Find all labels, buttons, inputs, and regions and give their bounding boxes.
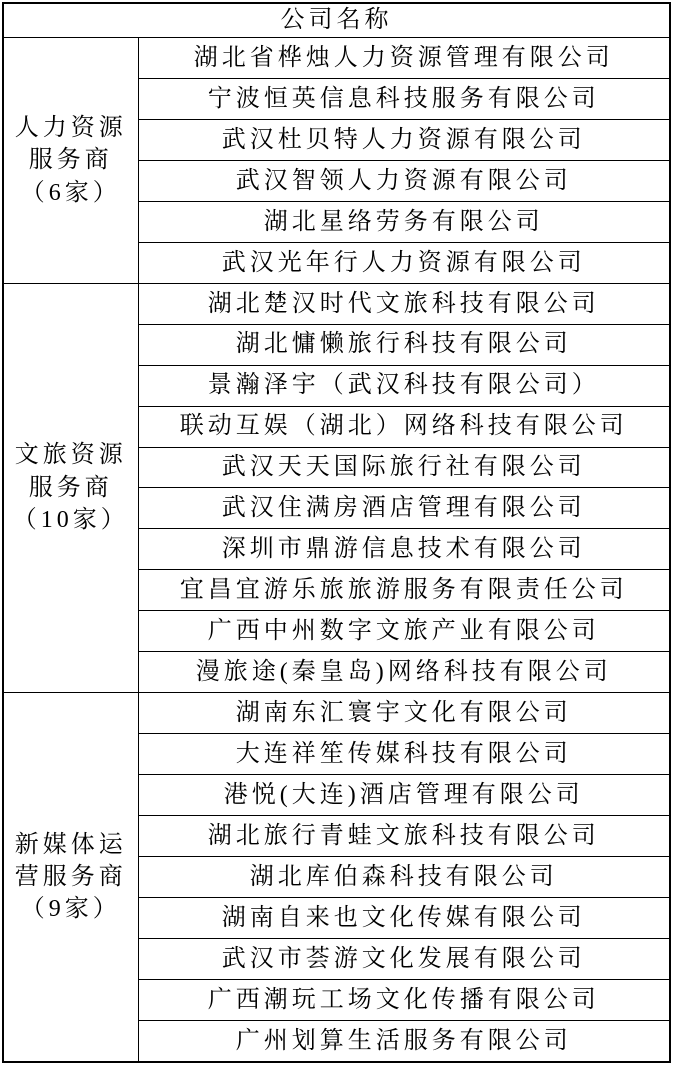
company-name-cell: 湖北旅行青蛙文旅科技有限公司 (138, 816, 670, 857)
company-name-cell: 深圳市鼎游信息技术有限公司 (138, 529, 670, 570)
company-name-cell: 湖北省桦烛人力资源管理有限公司 (138, 38, 670, 79)
company-name-cell: 湖北慵懒旅行科技有限公司 (138, 324, 670, 365)
table-header-row (3, 3, 670, 38)
table-row (3, 283, 670, 324)
company-name-cell: 漫旅途(秦皇岛)网络科技有限公司 (138, 652, 670, 693)
company-name-cell: 湖北库伯森科技有限公司 (138, 857, 670, 898)
group-label-line: （10家） (12, 507, 129, 534)
company-name-table (2, 2, 671, 1063)
company-name-cell: 湖北楚汉时代文旅科技有限公司 (138, 283, 670, 324)
group-label-line: 人力资源 (14, 114, 127, 141)
company-name-cell: 武汉杜贝特人力资源有限公司 (138, 119, 670, 160)
group-label-line: 文旅资源 (14, 442, 127, 469)
company-name-cell: 广西中州数字文旅产业有限公司 (138, 611, 670, 652)
table-title-cell: 公司名称 (3, 3, 670, 38)
group-label-line: 营服务商 (14, 863, 127, 890)
group-header-cell (3, 693, 138, 1062)
company-name-cell: 武汉天天国际旅行社有限公司 (138, 447, 670, 488)
company-name-cell: 湖南自来也文化传媒有限公司 (138, 898, 670, 939)
group-header-cell (3, 283, 138, 693)
company-name-cell: 广州划算生活服务有限公司 (138, 1020, 670, 1062)
company-name-cell: 宁波恒英信息科技服务有限公司 (138, 78, 670, 119)
company-name-cell: 武汉智领人力资源有限公司 (138, 160, 670, 201)
group-label-line: 服务商 (28, 474, 113, 501)
company-name-cell: 湖南东汇寰宇文化有限公司 (138, 693, 670, 734)
group-label-line: （9家） (20, 896, 121, 923)
company-name-cell: 宜昌宜游乐旅旅游服务有限责任公司 (138, 570, 670, 611)
table-row (3, 38, 670, 79)
table-row (3, 693, 670, 734)
group-label-line: 服务商 (28, 147, 113, 174)
company-name-cell: 湖北星络劳务有限公司 (138, 201, 670, 242)
table-body (3, 38, 670, 1063)
group-label-line: 新媒体运 (14, 831, 127, 858)
group-header-cell (3, 38, 138, 284)
company-name-cell: 武汉光年行人力资源有限公司 (138, 242, 670, 283)
company-name-cell: 广西潮玩工场文化传播有限公司 (138, 979, 670, 1020)
group-label-line: （6家） (20, 179, 121, 206)
company-name-cell: 景瀚泽宇（武汉科技有限公司） (138, 365, 670, 406)
company-name-cell: 大连祥笙传媒科技有限公司 (138, 734, 670, 775)
company-name-cell: 武汉市荟游文化发展有限公司 (138, 938, 670, 979)
company-name-cell: 港悦(大连)酒店管理有限公司 (138, 775, 670, 816)
company-name-cell: 联动互娱（湖北）网络科技有限公司 (138, 406, 670, 447)
company-name-cell: 武汉住满房酒店管理有限公司 (138, 488, 670, 529)
